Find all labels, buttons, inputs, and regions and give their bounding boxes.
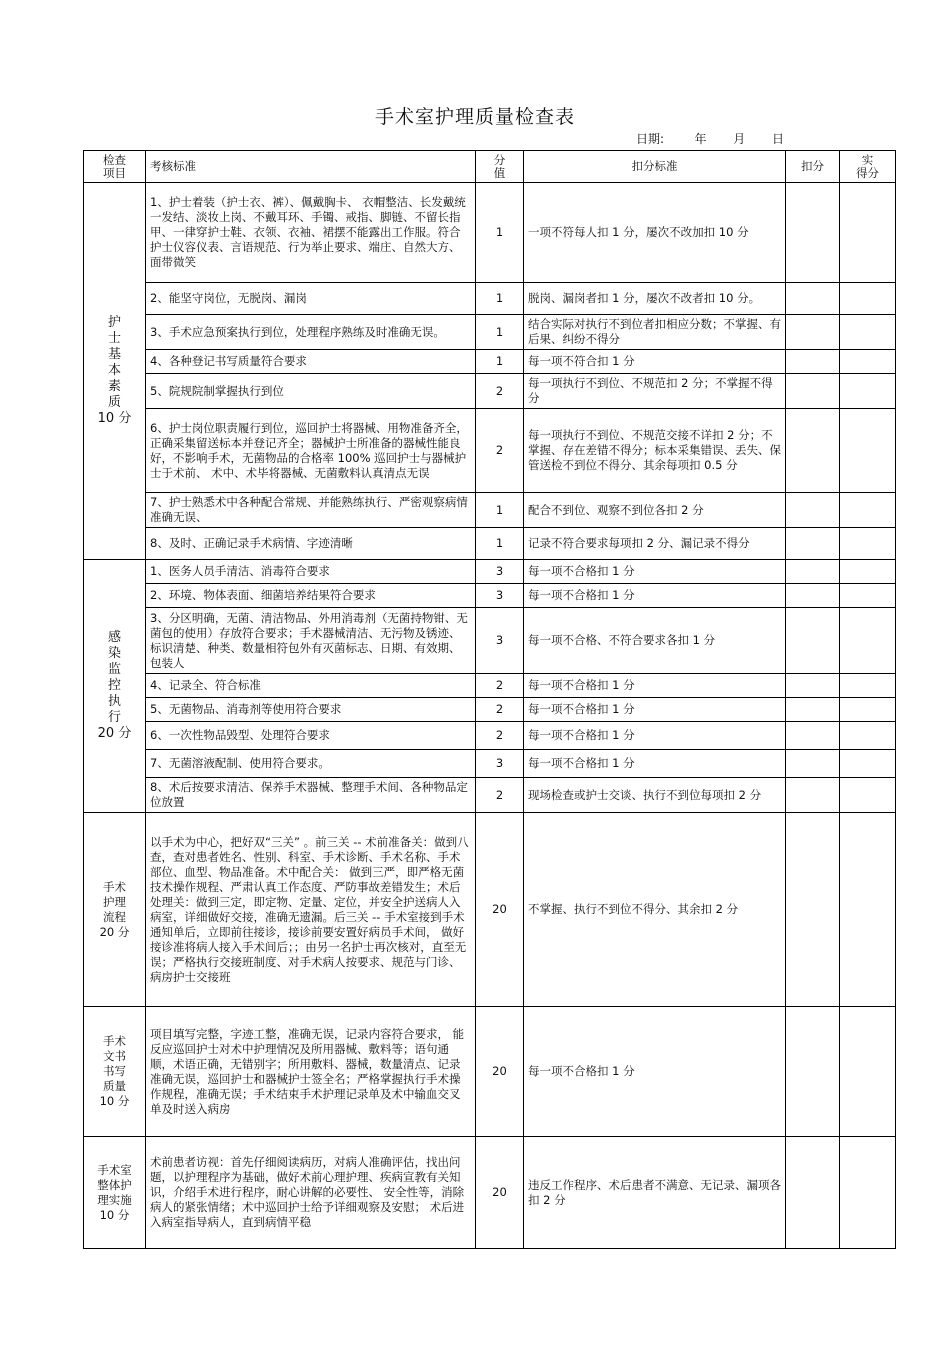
deduction-cell[interactable] [786,813,840,1007]
deduction-rule-text: 一项不符每人扣 1 分，屡次不改加扣 10 分 [524,183,786,283]
table-row [84,493,896,528]
criterion-text: 4、记录全、符合标准 [146,674,476,698]
deduction-cell[interactable] [786,560,840,584]
deduction-cell[interactable] [786,778,840,813]
page-title: 手术室护理质量检查表 [374,106,575,128]
section-category: 手术室 整体护 理实施 10 分 [84,1137,146,1249]
score-value: 2 [476,698,524,722]
deduction-rule-text: 每一项不合格扣 1 分 [524,722,786,750]
actual-score-cell[interactable] [840,1007,896,1137]
deduction-cell[interactable] [786,1137,840,1249]
section-category: 护 士 基 本 素 质 10 分 [84,183,146,560]
section-category: 感 染 监 控 执 行 20 分 [84,560,146,813]
actual-score-cell[interactable] [840,778,896,813]
criterion-text: 5、院规院制掌握执行到位 [146,374,476,409]
deduction-cell[interactable] [786,674,840,698]
deduction-cell[interactable] [786,493,840,528]
actual-score-cell[interactable] [840,722,896,750]
criterion-text: 3、手术应急预案执行到位，处理程序熟练及时准确无误。 [146,315,476,350]
table-row [84,674,896,698]
criterion-text: 4、各种登记书写质量符合要求 [146,350,476,374]
score-value: 2 [476,722,524,750]
header-category: 检查 项目 [84,151,146,183]
deduction-cell[interactable] [786,350,840,374]
score-value: 1 [476,528,524,560]
table-row [84,374,896,409]
actual-score-cell[interactable] [840,183,896,283]
deduction-rule-text: 每一项不合格扣 1 分 [524,1007,786,1137]
criterion-text: 7、无菌溶液配制、使用符合要求。 [146,750,476,778]
score-value: 2 [476,674,524,698]
deduction-rule-text: 每一项不符合扣 1 分 [524,350,786,374]
header-standard: 考核标准 [146,151,476,183]
criterion-text: 术前患者访视：首先仔细阅读病历，对病人准确评估，找出问题，以护理程序为基础，做好术前心理护理、疾病宣教有关知识，介绍手术进行程序，耐心讲解的必要性、 安全性等，消除病人的紧张情绪；术中巡回护士给予详细观察及安慰； 术后进入病室指导病人，直到病情平稳 [146,1137,476,1249]
score-value: 3 [476,560,524,584]
score-value: 2 [476,374,524,409]
deduction-rule-text: 每一项不合格、不符合要求各扣 1 分 [524,608,786,674]
score-value: 1 [476,350,524,374]
actual-score-cell[interactable] [840,750,896,778]
deduction-cell[interactable] [786,183,840,283]
deduction-rule-text: 每一项不合格扣 1 分 [524,584,786,608]
actual-score-cell[interactable] [840,813,896,1007]
criterion-text: 8、及时、正确记录手术病情、字迹清晰 [146,528,476,560]
score-value: 3 [476,608,524,674]
criterion-text: 项目填写完整，字迹工整，准确无误，记录内容符合要求， 能反应巡回护士对术中护理情况及所用器械、敷料等；语句通顺，术语正确，无错别字；所用敷料、器械，数量清点、记录准确无误，巡回护士和器械护士签全名；严格掌握执行手术操作规程，准确无误；手术结束手术护理记录单及术中输血交叉单及时送入病房 [146,1007,476,1137]
deduction-rule-text: 不掌握、执行不到位不得分、其余扣 2 分 [524,813,786,1007]
score-value: 1 [476,183,524,283]
actual-score-cell[interactable] [840,493,896,528]
table-row [84,183,896,283]
actual-score-cell[interactable] [840,528,896,560]
actual-score-cell[interactable] [840,560,896,584]
criterion-text: 5、无菌物品、消毒剂等使用符合要求 [146,698,476,722]
deduction-rule-text: 每一项不合格扣 1 分 [524,698,786,722]
deduction-cell[interactable] [786,608,840,674]
table-row [84,778,896,813]
date-line: 日期: 年 月 日 [636,132,784,146]
table-row [84,560,896,584]
table-row [84,283,896,315]
actual-score-cell[interactable] [840,374,896,409]
deduction-rule-text: 每一项不合格扣 1 分 [524,750,786,778]
score-value: 1 [476,493,524,528]
table-row [84,813,896,1007]
actual-score-cell[interactable] [840,409,896,493]
table-row [84,584,896,608]
criterion-text: 1、医务人员手清洁、消毒符合要求 [146,560,476,584]
score-value: 20 [476,1007,524,1137]
deduction-cell[interactable] [786,750,840,778]
criterion-text: 6、一次性物品毁型、处理符合要求 [146,722,476,750]
deduction-rule-text: 结合实际对执行不到位者扣相应分数；不掌握、有后果、纠纷不得分 [524,315,786,350]
score-value: 20 [476,813,524,1007]
deduction-rule-text: 每一项不合格扣 1 分 [524,560,786,584]
table-row [84,528,896,560]
deduction-rule-text: 记录不符合要求每项扣 2 分、漏记录不得分 [524,528,786,560]
actual-score-cell[interactable] [840,584,896,608]
actual-score-cell[interactable] [840,674,896,698]
deduction-cell[interactable] [786,528,840,560]
header-deduction: 扣分 [786,151,840,183]
criterion-text: 7、护士熟悉术中各种配合常规、并能熟练执行、严密观察病情准确无误、 [146,493,476,528]
deduction-cell[interactable] [786,409,840,493]
header-row [84,151,896,183]
score-value: 2 [476,778,524,813]
criterion-text: 6、护士岗位职责履行到位，巡回护士将器械、用物准备齐全，正确采集留送标本并登记齐全；器械护士所准备的器械性能良好，不影响手术，无菌物品的合格率 100% 巡回护士与器械护士于术前、 术中、术毕将器械、无菌敷料认真清点无误 [146,409,476,493]
deduction-rule-text: 现场检查或护士交谈、执行不到位每项扣 2 分 [524,778,786,813]
criterion-text: 8、术后按要求清洁、保养手术器械、整理手术间、各种物品定位放置 [146,778,476,813]
score-value: 2 [476,409,524,493]
deduction-rule-text: 脱岗、漏岗者扣 1 分，屡次不改者扣 10 分。 [524,283,786,315]
table-row [84,698,896,722]
criterion-text: 2、能坚守岗位，无脱岗、漏岗 [146,283,476,315]
header-score: 分 值 [476,151,524,183]
score-value: 3 [476,750,524,778]
actual-score-cell[interactable] [840,283,896,315]
criterion-text: 2、环境、物体表面、细菌培养结果符合要求 [146,584,476,608]
table-row [84,409,896,493]
deduction-rule-text: 违反工作程序、术后患者不满意、无记录、漏项各扣 2 分 [524,1137,786,1249]
deduction-rule-text: 每一项不合格扣 1 分 [524,674,786,698]
header-actual-score: 实 得分 [840,151,896,183]
header-deduction-rule: 扣分标准 [524,151,786,183]
table-row [84,350,896,374]
deduction-rule-text: 每一项执行不到位、不规范扣 2 分；不掌握不得分 [524,374,786,409]
deduction-cell[interactable] [786,584,840,608]
actual-score-cell[interactable] [840,698,896,722]
deduction-cell[interactable] [786,374,840,409]
criterion-text: 3、分区明确，无菌、清洁物品、外用消毒剂（无菌持物钳、无菌包的使用）存放符合要求；手术器械清洁、无污物及锈迹、标识清楚、种类、数量相符包外有灭菌标志、日期、有效期、包装人 [146,608,476,674]
actual-score-cell[interactable] [840,1137,896,1249]
section-category: 手术 护理 流程 20 分 [84,813,146,1007]
table-row [84,722,896,750]
section-category: 手术 文书 书写 质量 10 分 [84,1007,146,1137]
criterion-text: 1、护士着装（护士衣、裤）、佩戴胸卡、 衣帽整洁、长发戴统一发结、淡妆上岗、不戴耳环、手镯、戒指、脚链、不留长指甲、一律穿护士鞋、衣领、衣袖、裙摆不能露出工作服。符合护士仪容仪表、言语规范、行为举止要求、端庄、自然大方、面带微笑 [146,183,476,283]
table-row [84,608,896,674]
deduction-cell[interactable] [786,283,840,315]
deduction-cell[interactable] [786,698,840,722]
quality-check-table [83,150,896,1249]
score-value: 20 [476,1137,524,1249]
table-row [84,1137,896,1249]
actual-score-cell[interactable] [840,608,896,674]
score-value: 1 [476,283,524,315]
score-value: 1 [476,315,524,350]
deduction-rule-text: 每一项执行不到位、不规范交接不详扣 2 分；不掌握、存在差错不得分；标本采集错误、丢失、保管送检不到位不得分、其余每项扣 0.5 分 [524,409,786,493]
actual-score-cell[interactable] [840,315,896,350]
actual-score-cell[interactable] [840,350,896,374]
table-row [84,315,896,350]
deduction-cell[interactable] [786,1007,840,1137]
deduction-rule-text: 配合不到位、观察不到位各扣 2 分 [524,493,786,528]
score-value: 3 [476,584,524,608]
criterion-text: 以手术为中心，把好双“三关” 。前三关 -- 术前准备关：做到八查，查对患者姓名、性别、科室、手术诊断、手术名称、手术部位、血型、物品准备。术中配合关： 做到三严，即严格无菌技术操作规程、严肃认真工作态度、严防事故差错发生；术后处理关：做到三定，即定物、定量、定位，并安全护送病人入病室，详细做好交接，准确无遗漏。后三关 -- 手术室接到手术通知单后，立即前往接诊，接诊前要安置好病员手术间， 做好接诊准将病人接入手术间后；；由另一名护士再次核对，直至无误；严格执行交接班制度、对手术病人按要求、规范与门诊、病房护士交接班 [146,813,476,1007]
table-row [84,1007,896,1137]
deduction-cell[interactable] [786,722,840,750]
table-row [84,750,896,778]
deduction-cell[interactable] [786,315,840,350]
